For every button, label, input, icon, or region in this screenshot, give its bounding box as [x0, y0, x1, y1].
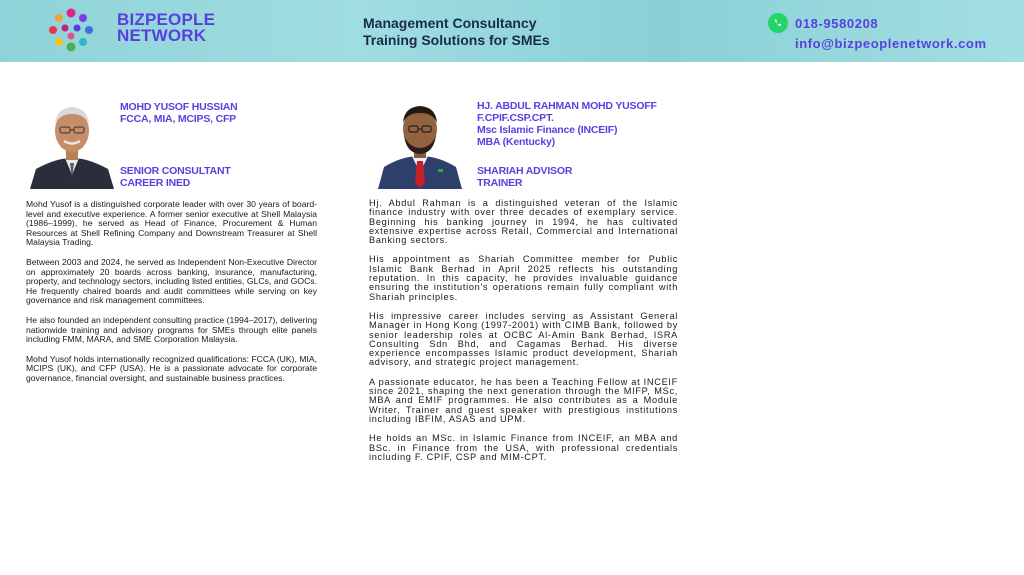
consultant-1-heading [120, 101, 238, 125]
bio-paragraph: Mohd Yusof is a distinguished corporate leader with over 30 years of board-level and executive experience. A former senior executive at Shell Malaysia (1986–1999), he served as Head of Finance, Procurement & Human Resources at Shell Refining Company and Downstream Treasurer at Shell Malaysia Trading. [26, 199, 317, 248]
phone-row [768, 14, 987, 32]
consultant-1-role-line-1: SENIOR CONSULTANT [120, 165, 231, 177]
brand-line-2: NETWORK [117, 26, 207, 45]
whatsapp-icon[interactable] [768, 13, 788, 33]
tagline-line-2: Training Solutions for SMEs [363, 32, 550, 48]
email-link[interactable]: info@bizpeoplenetwork.com [795, 35, 987, 51]
consultant-2-credentials: F.CPIF.CSP.CPT. [477, 112, 554, 124]
consultant-1-role [120, 165, 231, 189]
contact-block [768, 14, 987, 52]
bio-paragraph: His impressive career includes serving as Assistant General Manager in Hong Kong (1997-2001) with CIMB Bank, followed by senior leadership roles at OCBC Al-Amin Bank Berhad, ISRA Consulting Sdn Bhd, and Cagamas Berhad. His diverse experience encompasses Islamic product development, Shariah advisory, and strategic project management. [369, 310, 678, 368]
consultant-photo-2 [376, 95, 464, 189]
consultant-1-role-line-2: CAREER INED [120, 177, 191, 189]
consultant-2-name: HJ. ABDUL RAHMAN MOHD YUSOFF [477, 100, 657, 112]
bio-paragraph: He also founded an independent consulting practice (1994–2017), delivering nationwide training and advisory programs for SMEs through elite panels including FMM, MARA, and SME Corporation Malaysia. [26, 314, 317, 345]
bio-paragraph: Hj. Abdul Rahman is a distinguished veteran of the Islamic finance industry with over three decades of exemplary service. Beginning his banking journey in 1994, he has cultivated extensive expertise across Retail, Commercial and International Banking sectors. [369, 198, 678, 246]
consultant-2-heading [477, 100, 657, 148]
consultant-2-role [477, 165, 572, 189]
brand-name [117, 12, 215, 44]
consultant-1-name: MOHD YUSOF HUSSIAN [120, 101, 238, 113]
bio-paragraph: Between 2003 and 2024, he served as Independent Non-Executive Director on approximately 20 boards across banking, insurance, manufacturing, property, and technology sectors, including listed entities, GLCs, and GOCs. He frequently chaired boards and audit committees while serving on key governance and risk management committees. [26, 256, 317, 306]
consultant-2-role-line-2: TRAINER [477, 177, 523, 189]
consultant-1-credentials: FCCA, MIA, MCIPS, CFP [120, 113, 236, 125]
logo-icon [44, 6, 98, 54]
consultant-2-role-line-1: SHARIAH ADVISOR [477, 165, 573, 177]
tagline-line-1: Management Consultancy [363, 15, 537, 31]
brand-line-1: BIZPEOPLE [117, 10, 216, 29]
consultant-photo-1 [26, 95, 118, 189]
bio-paragraph: Mohd Yusof holds internationally recognized qualifications: FCCA (UK), MIA, MCIPS (UK), and CFP (USA). He is a passionate advocate for corporate governance, financial oversight, and sustainable business practices. [26, 353, 317, 383]
bio-paragraph: His appointment as Shariah Committee member for Public Islamic Bank Berhad in April 2025 reflects his outstanding reputation. In this capacity, he provides invaluable guidance ensuring the institution's operations remain fully compliant with Shariah principles. [369, 254, 678, 302]
consultant-2-edu-line-2: MBA (Kentucky) [477, 136, 555, 148]
email-row [768, 34, 987, 52]
consultant-1-bio [26, 200, 317, 394]
tagline [363, 15, 550, 49]
phone-number[interactable]: 018-9580208 [795, 15, 879, 31]
bio-paragraph: He holds an MSc. in Islamic Finance from INCEIF, an MBA and BSc. in Finance from the USA, with professional credentials including F. CPIF, CSP and MIM-CPT. [369, 433, 678, 462]
header-banner [0, 0, 1024, 62]
consultant-2-edu-line-1: Msc Islamic Finance (INCEIF) [477, 124, 618, 136]
bio-paragraph: A passionate educator, he has been a Teaching Fellow at INCEIF since 2021, shaping the next generation through the MIFP, MSc, MBA and EMIF programmes. He also contributes as a Module Writer, Trainer and guest speaker with prestigious institutions including IBFIM, ASAS and UPM. [369, 376, 678, 424]
consultant-2-bio [369, 199, 678, 472]
